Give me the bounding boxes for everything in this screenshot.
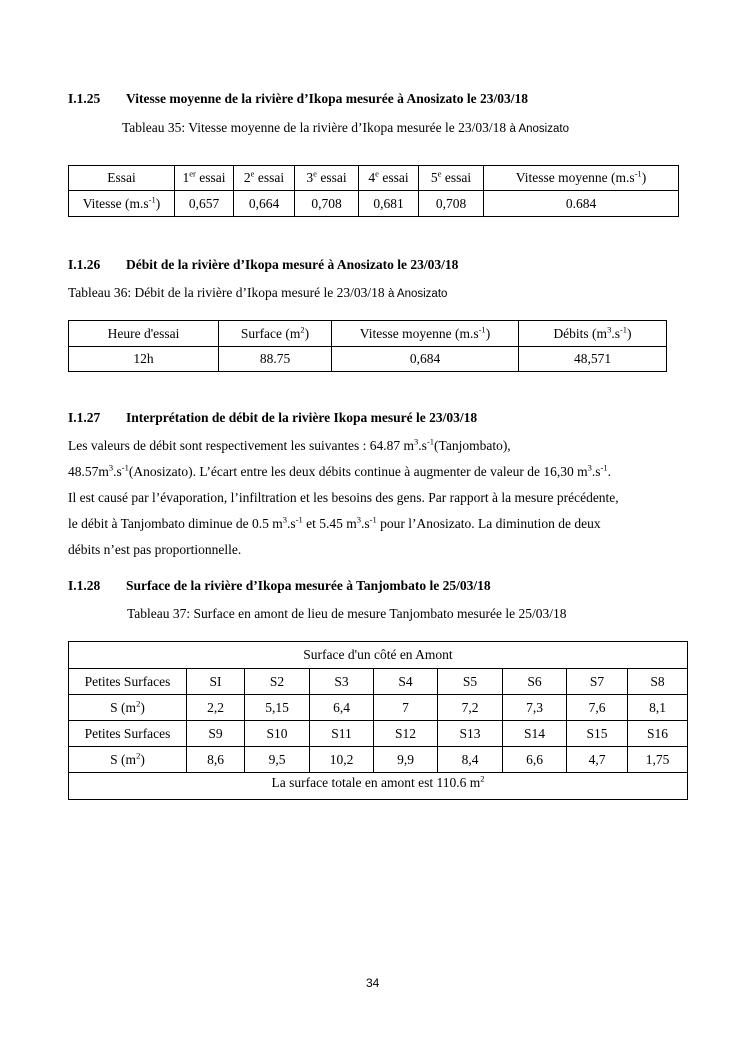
mean-speed-value: 0.684 xyxy=(484,191,679,217)
surface-name: S10 xyxy=(245,721,310,747)
surface-name: S3 xyxy=(310,669,374,695)
surface-name: S5 xyxy=(438,669,503,695)
row-label-s-m2: S $(m^2)$ xyxy=(69,747,187,773)
surface-name: S7 xyxy=(567,669,628,695)
section-heading-1-1-25 xyxy=(68,91,528,107)
surface-value: 9,5 xyxy=(245,747,310,773)
caption-location: à Anosizato xyxy=(387,288,448,300)
paragraph-line-3: Il est causé par l’évaporation, l’infiltration et les besoins des gens. Par rapport à la mesure précédente, xyxy=(68,490,619,505)
surface-name: S8 xyxy=(628,669,688,695)
surface-value: 1,75 xyxy=(628,747,688,773)
section-title: Vitesse moyenne de la rivière d’Ikopa mesurée à Anosizato le 23/03/18 xyxy=(126,91,528,106)
table-35-caption xyxy=(122,120,569,136)
surface-value: 5,15 xyxy=(245,695,310,721)
surface-name: S14 xyxy=(503,721,567,747)
surface-value: 2,2 xyxy=(187,695,245,721)
row-label-speed: Vitesse $(m.s^{-1})$ xyxy=(69,191,175,217)
paragraph-line-5: débits n’est pas proportionnelle. xyxy=(68,542,242,557)
surface-value: 4,7 xyxy=(567,747,628,773)
header-trial-2: 2e essai xyxy=(234,166,295,191)
table-35 xyxy=(68,165,679,217)
surface-value: 6,4 xyxy=(310,695,374,721)
section-number: I.1.25 xyxy=(68,91,101,106)
surface-value: 88.75 xyxy=(219,347,332,372)
hour-value: 12h xyxy=(69,347,219,372)
speed-value: 0,681 xyxy=(359,191,419,217)
caption-text: Tableau 35: Vitesse moyenne de la rivière d’Ikopa mesurée le 23/03/18 xyxy=(122,120,507,135)
header-trial-4: 4e essai xyxy=(359,166,419,191)
surface-value: 7,6 xyxy=(567,695,628,721)
section-number: I.1.28 xyxy=(68,578,101,593)
surface-name: S12 xyxy=(374,721,438,747)
header-heure: Heure d'essai xyxy=(69,321,219,347)
surface-name: S2 xyxy=(245,669,310,695)
surface-name: S9 xyxy=(187,721,245,747)
section-number: I.1.27 xyxy=(68,410,101,425)
row-label-petites-surfaces: Petites Surfaces xyxy=(69,721,187,747)
section-title: Débit de la rivière d’Ikopa mesuré à Anosizato le 23/03/18 xyxy=(126,257,459,272)
mean-speed-value: 0,684 xyxy=(332,347,519,372)
paragraph-line-1: Les valeurs de débit sont respectivement les suivantes : 64.87 $m^3.s^{-1}(Tanjombato)$, xyxy=(68,436,511,453)
surface-value: 8,1 xyxy=(628,695,688,721)
surface-value: 7,3 xyxy=(503,695,567,721)
caption-location: à Anosizato xyxy=(509,123,569,135)
surface-name: S6 xyxy=(503,669,567,695)
surface-value: 8,4 xyxy=(438,747,503,773)
surface-name: S15 xyxy=(567,721,628,747)
header-mean-speed: Vitesse moyenne $(m.s^{-1})$ xyxy=(332,321,519,347)
table-36 xyxy=(68,320,667,372)
surface-value: 7,2 xyxy=(438,695,503,721)
surface-value: 7 xyxy=(374,695,438,721)
header-essai: Essai xyxy=(69,166,175,191)
header-trial-5: 5e essai xyxy=(419,166,484,191)
section-title: Surface de la rivière d’Ikopa mesurée à Tanjombato le 25/03/18 xyxy=(126,578,491,593)
caption-text: Tableau 36: Débit de la rivière d’Ikopa mesuré le 23/03/18 xyxy=(68,285,385,300)
header-trial-3: 3e essai xyxy=(295,166,359,191)
surface-value: 10,2 xyxy=(310,747,374,773)
page-number: 34 xyxy=(366,976,380,990)
speed-value: 0,708 xyxy=(419,191,484,217)
header-flow: Débits $(m^3.s^{-1})$ xyxy=(519,321,667,347)
paragraph-line-2: $48.57m^3.s^{-1}(Anosizato)$. L’écart entre les deux débits continue à augmenter de valeur de 16,30 $m^3.s^{-1}$. xyxy=(68,462,611,479)
section-number: I.1.26 xyxy=(68,257,101,272)
speed-value: 0,657 xyxy=(175,191,234,217)
surface-value: 9,9 xyxy=(374,747,438,773)
table-37-caption: Tableau 37: Surface en amont de lieu de mesure Tanjombato mesurée le 25/03/18 xyxy=(127,606,567,621)
table-37-header: Surface d'un côté en Amont xyxy=(69,642,688,669)
surface-name: S4 xyxy=(374,669,438,695)
header-surface: Surface $(m^2)$ xyxy=(219,321,332,347)
section-title: Interprétation de débit de la rivière Ikopa mesuré le 23/03/18 xyxy=(126,410,478,425)
surface-name: S11 xyxy=(310,721,374,747)
speed-value: 0,708 xyxy=(295,191,359,217)
header-mean-speed: Vitesse moyenne $(m.s^{-1})$ xyxy=(484,166,679,191)
surface-name: S16 xyxy=(628,721,688,747)
header-trial-1: 1er essai xyxy=(175,166,234,191)
row-label-s-m2: S $(m^2)$ xyxy=(69,695,187,721)
table-36-caption xyxy=(68,285,447,301)
table-37 xyxy=(68,641,688,800)
flow-value: 48,571 xyxy=(519,347,667,372)
surface-name: S13 xyxy=(438,721,503,747)
section-heading-1-1-26 xyxy=(68,257,458,273)
row-label-petites-surfaces: Petites Surfaces xyxy=(69,669,187,695)
section-heading-1-1-28 xyxy=(68,578,491,594)
speed-value: 0,664 xyxy=(234,191,295,217)
section-heading-1-1-27 xyxy=(68,410,477,426)
surface-value: 8,6 xyxy=(187,747,245,773)
total-surface-row: La surface totale en amont est 110.6 $m^2$ xyxy=(69,773,688,800)
surface-name: SI xyxy=(187,669,245,695)
surface-value: 6,6 xyxy=(503,747,567,773)
paragraph-line-4: le débit à Tanjombato diminue de 0.5 $m^3.s^{-1}$ et 5.45 $m^3.s^{-1}$ pour l’Anosizato. La diminution de deux xyxy=(68,514,601,531)
